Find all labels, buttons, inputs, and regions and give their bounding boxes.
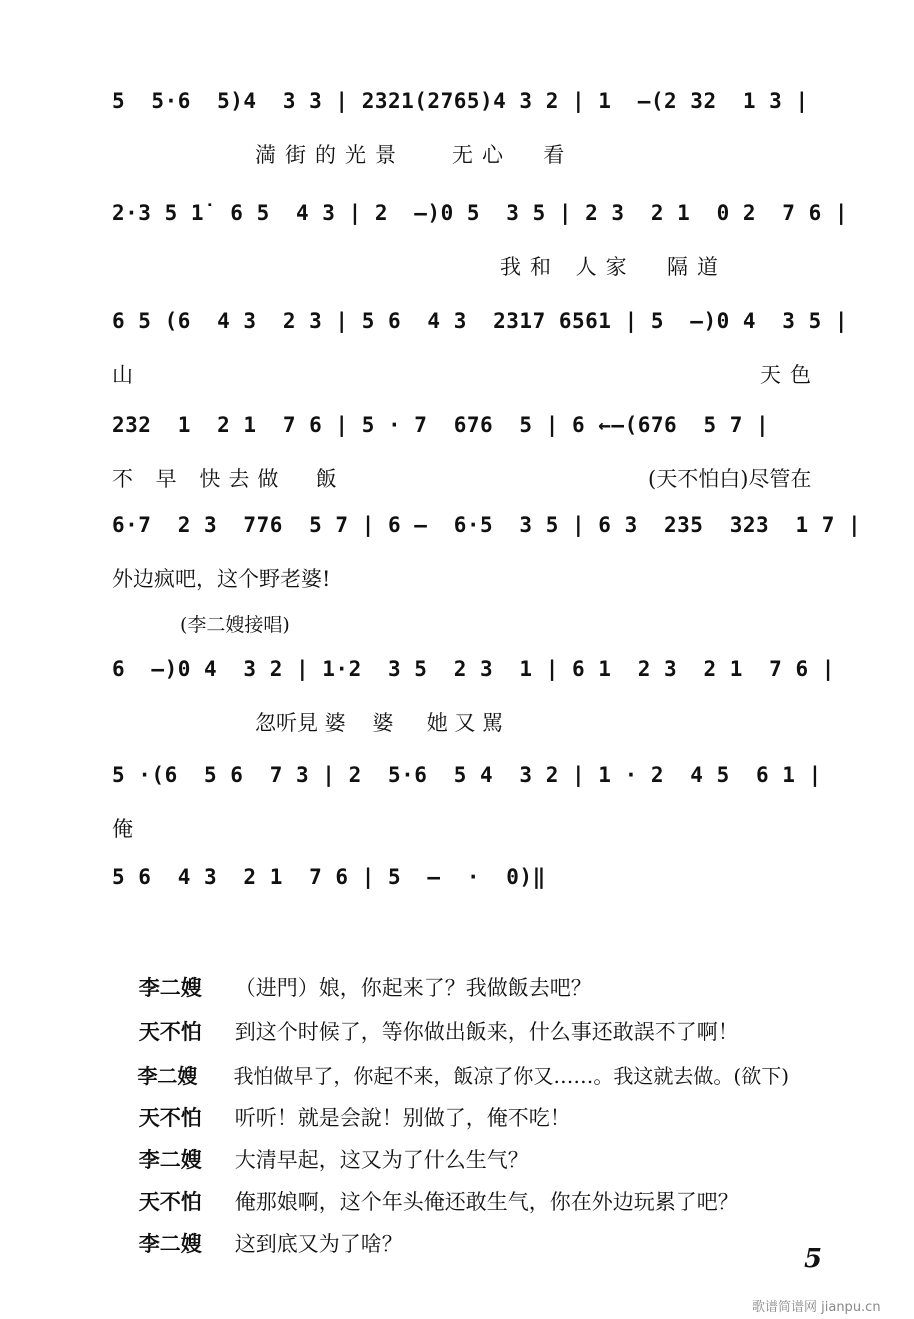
lyric-left: 山: [112, 363, 142, 387]
dialogue-line: [112, 1154, 872, 1214]
dialogue-line: [112, 1112, 872, 1172]
speaker: 李二嫂: [138, 1231, 202, 1256]
staff-system-5: [0, 510, 914, 620]
dialogue-text: 这到底又为了啥？: [234, 1232, 403, 1256]
lyric-line: 忽听見 婆 婆 她 又 駡: [255, 711, 504, 735]
dialogue-line: [112, 1028, 872, 1088]
dialogue-line: [112, 940, 872, 1000]
lyric-right: (天不怕白)尽管在: [648, 467, 812, 491]
speaker: 李二嫂: [138, 1147, 202, 1172]
lyric-right: 天色: [760, 363, 820, 387]
notation-line: 6·7 2 3 776 5 7 | 6 — 6·5 3 5 | 6 3 235 323 1 7 |: [112, 513, 862, 537]
speaker: 天不怕: [138, 1105, 202, 1130]
watermark: 歌谱简谱网 jianpu.cn: [752, 1300, 881, 1315]
stage-cue: (李二嫂接唱): [180, 614, 290, 636]
dialogue-line: [112, 1070, 872, 1130]
notation-line: 5 5·6 5)4 3 3 | 2321(2765)4 3 2 | 1 —(2 32 1 3 |: [112, 89, 809, 113]
page-number: 5: [804, 1244, 823, 1274]
lyric-line: 我和 人家 隔道: [500, 255, 728, 279]
notation-line: 5 ·(6 5 6 7 3 | 2 5·6 5 4 3 2 | 1 · 2 4 5 6 1 |: [112, 763, 822, 787]
lyric-left: 俺: [112, 817, 142, 841]
staff-system-4: [0, 410, 914, 520]
dialogue-text: 俺那娘啊，这个年头俺还敢生气，你在外边玩累了吧？: [234, 1190, 739, 1214]
speaker: 李二嫂: [137, 1064, 198, 1088]
notation-line: 6 —)0 4 3 2 | 1·2 3 5 2 3 1 | 6 1 2 3 2 1 7 6 |: [112, 657, 835, 681]
dialogue-line: [112, 984, 872, 1044]
dialogue-line: [112, 1196, 872, 1256]
speaker: 天不怕: [138, 1019, 202, 1044]
dialogue-text: （进門）娘，你起来了？我做飯去吧？: [234, 976, 592, 1000]
speaker: 李二嫂: [138, 975, 202, 1000]
lyric-line: 不 早 快去做 飯: [112, 467, 345, 491]
staff-system-2: [0, 198, 914, 308]
staff-system-3: [0, 306, 914, 416]
dialogue-text: 我怕做早了，你起不来，飯凉了你又……。我这就去做。(欲下): [233, 1064, 790, 1088]
notation-line: 2·3 5 1̇ 6 5 4 3 | 2 —)0 5 3 5 | 2 3 2 1 0 2 7 6 |: [112, 201, 849, 225]
staff-system-1: [0, 86, 914, 196]
staff-system-6: [0, 654, 914, 764]
staff-system-7: [0, 760, 914, 870]
dialogue-text: 大清早起，这又为了什么生气？: [234, 1148, 529, 1172]
speaker: 天不怕: [138, 1189, 202, 1214]
lyric-line: 外边疯吧，这个野老婆!: [112, 567, 331, 591]
dialogue-text: 到这个时候了，等你做出飯来，什么事还敢誤不了啊！: [234, 1020, 739, 1044]
dialogue-text: 听听！就是会說！别做了，俺不吃！: [234, 1106, 571, 1130]
notation-line: 5 6 4 3 2 1 7 6 | 5 — · 0)‖: [112, 865, 546, 889]
lyric-line: 満街的光景 无心 看: [255, 143, 574, 167]
notation-line: 6 5 (6 4 3 2 3 | 5 6 4 3 2317 6561 | 5 —)0 4 3 5 |: [112, 309, 849, 333]
notation-line: 232 1 2 1 7 6 | 5 · 7 676 5 | 6 ←—(676 5 7 |: [112, 413, 770, 437]
